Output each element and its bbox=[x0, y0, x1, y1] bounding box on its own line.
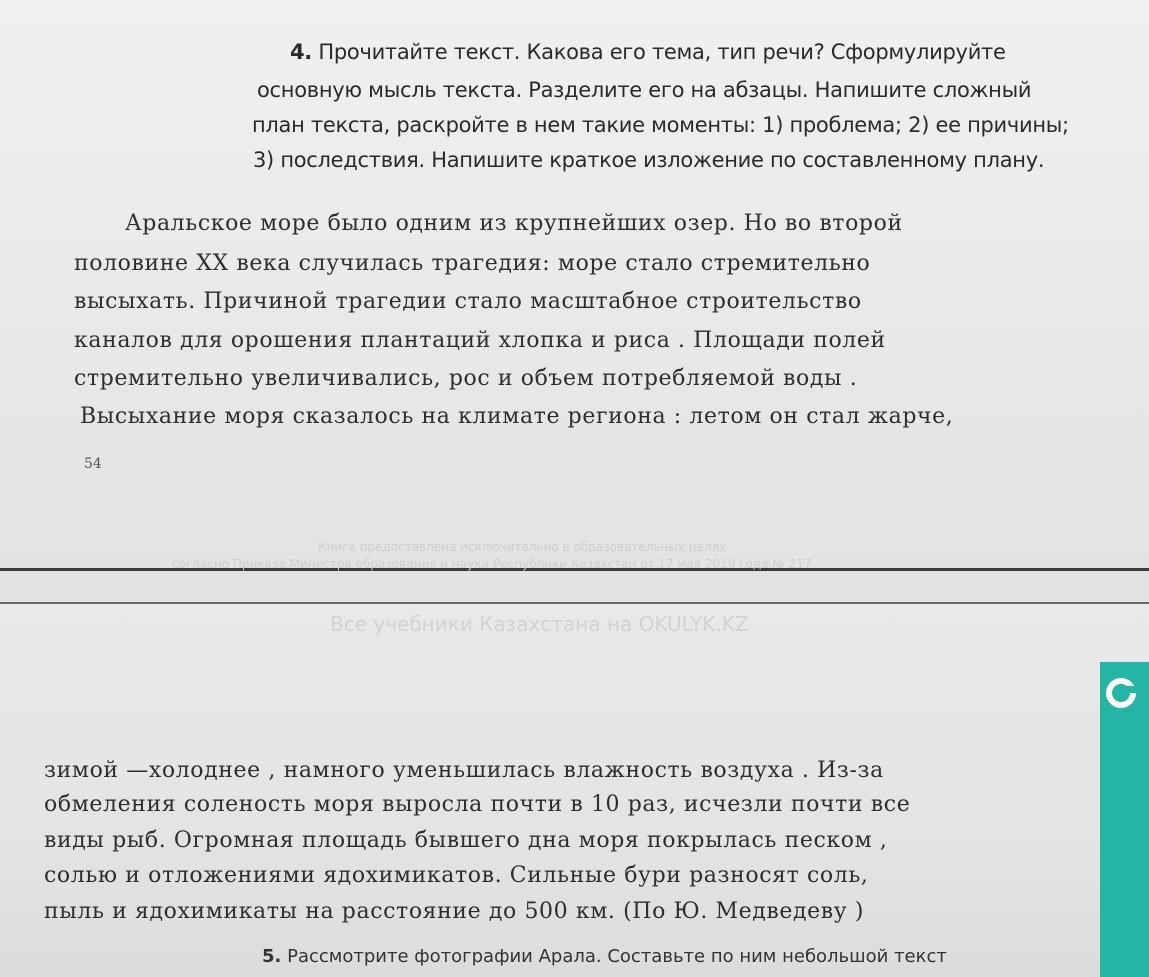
passage-line-11: пыль и ядохимикаты на расстояние до 500 км. (По Ю. Медведеву ) bbox=[44, 899, 865, 924]
footer-note-1: Книга предоставлена исключительно в образовательных целях bbox=[318, 540, 727, 554]
page-divider-bottom bbox=[0, 602, 1149, 604]
passage-line-6: Высыхание моря сказалось на климате региона : летом он стал жарче, bbox=[80, 404, 954, 429]
passage-line-9: виды рыб. Огромная площадь бывшего дна моря покрылась песком , bbox=[44, 828, 888, 853]
passage-line-1: Аральское море было одним из крупнейших озер. Но во второй bbox=[125, 211, 903, 236]
footer-note-2: согласно Приказа Министра образования и науки Республики Казахстан от 17 мая 2019 года № 217 bbox=[172, 557, 812, 571]
passage-line-8: обмеления соленость моря выросла почти в 10 раз, исчезли почти все bbox=[44, 792, 911, 817]
task4-line-1 bbox=[290, 40, 1006, 64]
passage-line-3: высыхать. Причиной трагедии стало масштабное строительство bbox=[74, 289, 862, 314]
task5-number: 5. bbox=[262, 946, 282, 967]
passage-line-10: солью и отложениями ядохимикатов. Сильные бури разносят соль, bbox=[44, 863, 869, 888]
watermark: Все учебники Казахстана на OKULYK.KZ bbox=[330, 612, 749, 636]
task5-text: Рассмотрите фотографии Арала. Составьте по ним небольшой текст bbox=[287, 946, 947, 967]
passage-line-4: каналов для орошения плантаций хлопка и риса . Площади полей bbox=[74, 328, 886, 353]
task4-line-2: основную мысль текста. Разделите его на абзацы. Напишите сложный bbox=[257, 78, 1032, 102]
task4-line-4: 3) последствия. Напишите краткое изложение по составленному плану. bbox=[253, 148, 1045, 172]
passage-line-5: стремительно увеличивались, рос и объем потребляемой воды . bbox=[74, 366, 858, 391]
task4-number: 4. bbox=[290, 40, 312, 64]
page-number: 54 bbox=[84, 456, 102, 472]
task4-line-3: план текста, раскройте в нем такие моменты: 1) проблема; 2) ее причины; bbox=[252, 113, 1069, 137]
task4-text-1: Прочитайте текст. Какова его тема, тип речи? Сформулируйте bbox=[318, 40, 1006, 64]
page-gap bbox=[0, 566, 1149, 604]
task5-line bbox=[262, 946, 947, 967]
passage-line-2: половине XX века случилась трагедия: море стало стремительно bbox=[74, 251, 871, 276]
passage-line-7: зимой —холоднее , намного уменьшилась влажность воздуха . Из-за bbox=[44, 758, 884, 783]
circle-ring-icon bbox=[1104, 676, 1138, 710]
